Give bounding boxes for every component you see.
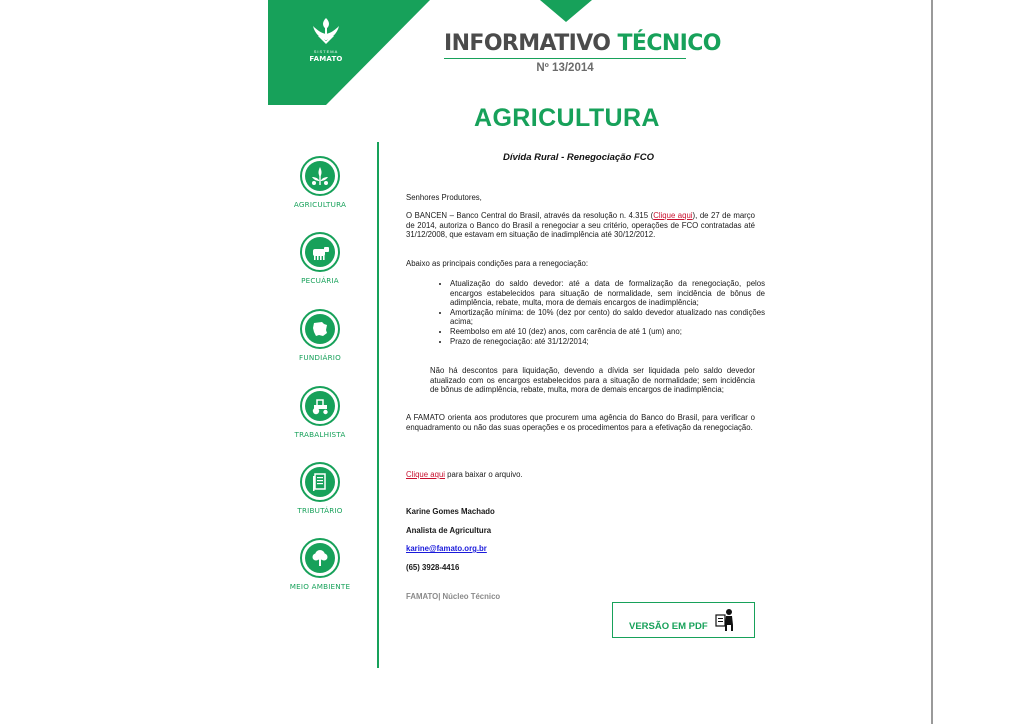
- cattle-icon: [309, 241, 331, 263]
- author-name: Karine Gomes Machado: [406, 507, 495, 516]
- list-item: • Reembolso em até 10 (dez) anos, com carência de até 1 (um) ano;: [450, 327, 765, 337]
- bulletin-title: [444, 31, 721, 56]
- sidebar-item-fundiario[interactable]: [280, 309, 360, 362]
- list-item: • Atualização do saldo devedor: até a data de formalização da renegociação, pelos encargos estabelecidos para situação de normalidade, sem incidência de bônus de adimplência, rebate, multa, mora de demais encargos de inadimplência;: [450, 279, 765, 308]
- sidebar-item-label: FUNDIÁRIO: [299, 353, 341, 362]
- download-text: para baixar o arquivo.: [445, 470, 523, 479]
- title-underline: [444, 58, 686, 59]
- logo-text: FAMATO: [309, 55, 343, 63]
- pdf-button-label: VERSÃO EM PDF: [629, 621, 708, 632]
- agriculture-icon-circle: [300, 156, 340, 196]
- sidebar-item-label: AGRICULTURA: [293, 200, 347, 209]
- sidebar-item-label: TRABALHISTA: [294, 430, 346, 439]
- land-map-icon: [309, 318, 331, 340]
- pdf-version-button[interactable]: [612, 602, 755, 638]
- tractor-icon: [309, 395, 331, 417]
- paragraph-resolution: [406, 211, 755, 240]
- author-phone: (65) 3928-4416: [406, 563, 460, 572]
- pdf-reader-icon: [713, 607, 739, 633]
- download-line: [406, 470, 523, 480]
- bulletin-title-part2: TÉCNICO: [617, 31, 721, 56]
- sidebar-item-agricultura[interactable]: [280, 156, 360, 209]
- sidebar-divider: [377, 142, 379, 668]
- sidebar-item-tributario[interactable]: [280, 462, 360, 515]
- famato-logo[interactable]: [300, 16, 352, 63]
- bulletin-title-part1: INFORMATIVO: [444, 31, 611, 56]
- resolution-link[interactable]: Clique aqui: [653, 211, 693, 220]
- list-item: • Amortização mínima: de 10% (dez por cento) do saldo devedor atualizado nas condições acima;: [450, 308, 765, 327]
- paragraph-resolution-text-b: ), de 27 de março de 2014, autoriza o Banco do Brasil a renegociar a seu critério, operações de FCO contratadas até 31/12/2008, que estavam em situação de inadimplência até 30/12/2012.: [406, 211, 756, 240]
- paragraph-resolution-text-a: O BANCEN – Banco Central do Brasil, através da resolução n. 4.315 (: [406, 211, 654, 220]
- section-title: AGRICULTURA: [474, 104, 660, 132]
- agriculture-icon: [309, 165, 331, 187]
- famato-emblem-icon: [309, 16, 343, 46]
- tree-icon: [309, 547, 331, 569]
- list-item: • Prazo de renegociação: até 31/12/2014;: [450, 337, 765, 347]
- sidebar-item-label: MEIO AMBIENTE: [289, 582, 351, 591]
- paragraph-guidance: A FAMATO orienta aos produtores que procurem uma agência do Banco do Brasil, para verificar o enquadramento ou não das suas operações e os procedimentos para a efetivação da renegociação.: [406, 413, 755, 432]
- sidebar-item-trabalhista[interactable]: [280, 386, 360, 439]
- cattle-icon-circle: [300, 232, 340, 272]
- sidebar-item-label: TRIBUTÁRIO: [297, 506, 343, 515]
- sidebar-item-label: PECUÁRIA: [301, 276, 339, 285]
- author-email-link[interactable]: karine@famato.org.br: [406, 544, 487, 553]
- footer-credit: FAMATO| Núcleo Técnico: [406, 592, 501, 601]
- greeting: Senhores Produtores,: [406, 193, 482, 202]
- article-subtitle: Dívida Rural - Renegociação FCO: [503, 152, 654, 163]
- header-notch-triangle: [0, 0, 1024, 30]
- logo-small-text: SISTEMA: [313, 49, 339, 54]
- tractor-icon-circle: [300, 386, 340, 426]
- sidebar-item-meio-ambiente[interactable]: [280, 538, 360, 591]
- conditions-list: [440, 279, 765, 346]
- sidebar-item-pecuaria[interactable]: [280, 232, 360, 285]
- paragraph-no-discounts: Não há descontos para liquidação, devendo a dívida ser liquidada pelo saldo devedor atualizado com os encargos estabelecidos para a situação de normalidade; sem incidência de bônus de adimplência, rebate, multa, mora de demais encargos de inadimplência;: [430, 366, 755, 395]
- bulletin-number: Nº 13/2014: [536, 62, 594, 74]
- author-role: Analista de Agricultura: [406, 526, 492, 535]
- land-map-icon-circle: [300, 309, 340, 349]
- page-edge-divider: [931, 0, 933, 724]
- tree-icon-circle: [300, 538, 340, 578]
- download-link[interactable]: Clique aqui: [406, 470, 446, 479]
- document-icon: [309, 471, 331, 493]
- document-icon-circle: [300, 462, 340, 502]
- paragraph-conditions-intro: Abaixo as principais condições para a renegociação:: [406, 259, 589, 268]
